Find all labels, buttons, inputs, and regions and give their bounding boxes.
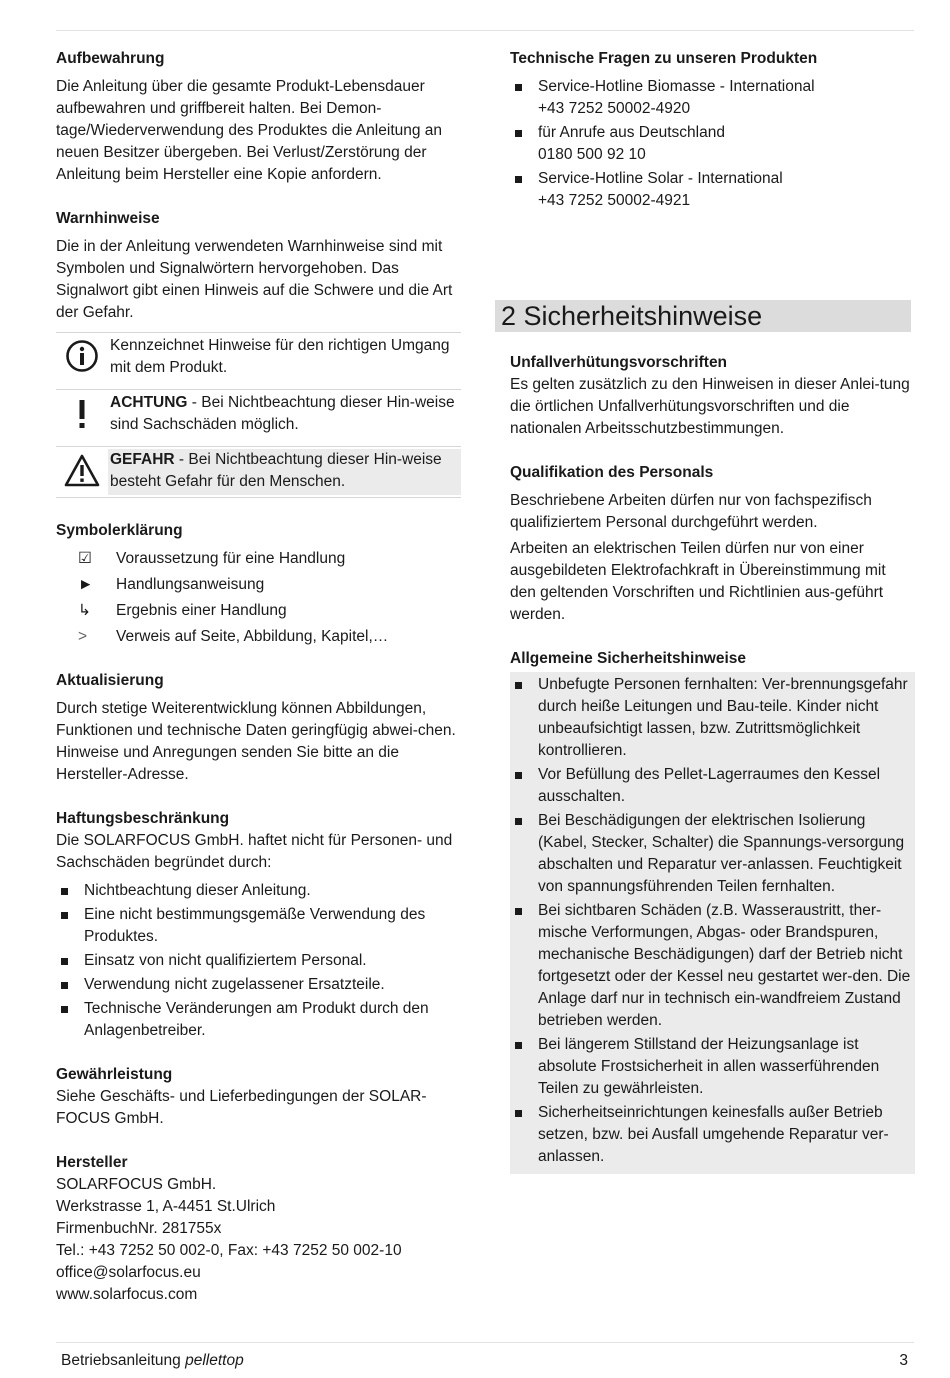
text-aktualisierung: Durch stetige Weiterentwicklung können Abbildungen, Funktionen und technische Daten geringfügig abwei-chen. Hinweise und Anregungen senden Sie bitte an die Hersteller-Adresse. — [56, 700, 456, 783]
warning-info-text: Kennzeichnet Hinweise für den richtigen Umgang mit dem Produkt. — [110, 337, 450, 376]
symbol-row — [56, 600, 461, 622]
hersteller-line: FirmenbuchNr. 281755x — [56, 1220, 222, 1237]
text-unfall: Es gelten zusätzlich zu den Hinweisen in dieser Anlei-tung die örtlichen Unfallverhütungsvorschriften und die nationalen Arbeitsschutzbestimmungen. — [510, 376, 910, 437]
heading-allgemein: Allgemeine Sicherheitshinweise — [510, 650, 747, 667]
hotline-list — [510, 76, 915, 212]
warning-achtung-text: - Bei Nichtbeachtung dieser Hin-weise sind Sachschäden möglich. — [110, 394, 455, 433]
list-item: Bei längerem Stillstand der Heizungsanlage ist absolute Frostsicherheit in allen wasserführenden Teilen zu gewährleisten. — [510, 1034, 915, 1100]
list-item: Einsatz von nicht qualifiziertem Personal. — [56, 950, 461, 972]
heading-gewaehrleistung: Gewährleistung — [56, 1066, 173, 1083]
hotline-label: Service-Hotline Biomasse - International — [538, 78, 815, 95]
warning-achtung-row — [56, 389, 461, 440]
heading-haftung: Haftungsbeschränkung — [56, 810, 230, 827]
hersteller-email: office@solarfocus.eu — [56, 1264, 201, 1281]
checkbox-icon: ☑ — [78, 550, 92, 567]
safety-notes-box — [510, 672, 915, 1174]
hotline-label: für Anrufe aus Deutschland — [538, 124, 725, 141]
heading-unfall: Unfallverhütungsvorschriften — [510, 354, 728, 371]
chapter-title: 2 Sicherheitshinweise — [495, 300, 911, 332]
list-item: Technische Veränderungen am Produkt durch den Anlagenbetreiber. — [56, 998, 461, 1042]
warning-achtung-label: ACHTUNG — [110, 394, 188, 411]
list-item: Vor Befüllung des Pellet-Lagerraumes den Kessel ausschalten. — [510, 764, 915, 808]
safety-list — [510, 674, 915, 1168]
heading-warnhinweise: Warnhinweise — [56, 210, 160, 227]
footer-product-name: pellettop — [185, 1352, 244, 1369]
symbol-text: Voraussetzung für eine Handlung — [116, 550, 346, 567]
heading-symbolerklaerung: Symbolerklärung — [56, 522, 183, 539]
warning-gefahr-text: - Bei Nichtbeachtung dieser Hin-weise besteht Gefahr für den Menschen. — [110, 451, 442, 490]
section-qualifikation — [510, 462, 915, 626]
heading-hersteller: Hersteller — [56, 1154, 128, 1171]
heading-aufbewahrung: Aufbewahrung — [56, 50, 165, 67]
text-qualifikation-2: Arbeiten an elektrischen Teilen dürfen nur von einer ausgebildeten Elektrofachkraft in Übereinstimmung mit den geltenden Vorschriften und Richtlinien aus-geführt werden. — [510, 540, 886, 623]
text-aufbewahrung: Die Anleitung über die gesamte Produkt-Lebensdauer aufbewahren und griffbereit halten. Bei Demon-tage/Wiederverwendung des Produktes die Anleitung an neuen Besitzer übergeben. Bei Verlust/Zerstörung der Anleitung beim Hersteller eine Kopie anfordern. — [56, 78, 443, 183]
text-warnhinweise: Die in der Anleitung verwendeten Warnhinweise sind mit Symbolen und Signalwörtern hervorgehoben. Das Signalwort gibt einen Hinweis auf die Schwere und die Art der Gefahr. — [56, 238, 453, 321]
section-gewaehrleistung — [56, 1064, 461, 1130]
heading-technische-fragen: Technische Fragen zu unseren Produkten — [510, 50, 818, 67]
symbol-row — [56, 574, 461, 596]
top-rule — [56, 30, 914, 31]
footer-rule — [56, 1342, 914, 1343]
symbol-text: Handlungsanweisung — [116, 576, 265, 593]
warning-gefahr-label: GEFAHR — [110, 451, 175, 468]
section-technische-fragen — [510, 48, 915, 212]
list-item: Nichtbeachtung dieser Anleitung. — [56, 880, 461, 902]
hersteller-line: SOLARFOCUS GmbH. — [56, 1176, 217, 1193]
info-icon — [65, 339, 99, 373]
hersteller-line: Tel.: +43 7252 50 002-0, Fax: +43 7252 50 002-10 — [56, 1242, 402, 1259]
list-item: Bei Beschädigungen der elektrischen Isolierung (Kabel, Stecker, Schalter) die Spannungs-versorgung abschalten und Reparatur ver-anlassen. Feuchtigkeit von spannungsführenden Teilen fernhalten. — [510, 810, 915, 898]
hersteller-website: www.solarfocus.com — [56, 1286, 198, 1303]
list-item: Verwendung nicht zugelassener Ersatzteile. — [56, 974, 461, 996]
list-item — [510, 76, 915, 120]
symbol-text: Ergebnis einer Handlung — [116, 602, 287, 619]
section-unfall — [510, 352, 915, 440]
hotline-number: +43 7252 50002-4921 — [538, 192, 691, 209]
section-haftung — [56, 808, 461, 1042]
arrow-right-icon: ► — [78, 576, 94, 593]
list-item: Sicherheitseinrichtungen keinesfalls außer Betrieb setzen, bzw. bei Ausfall umgehende Reparatur ver-anlassen. — [510, 1102, 915, 1168]
warning-gefahr-row — [56, 446, 461, 498]
symbol-text: Verweis auf Seite, Abbildung, Kapitel,… — [116, 628, 389, 645]
text-gewaehrleistung: Siehe Geschäfts- und Lieferbedingungen der SOLAR-FOCUS GmbH. — [56, 1088, 427, 1127]
text-haftung: Die SOLARFOCUS GmbH. haftet nicht für Personen- und Sachschäden begründet durch: — [56, 832, 453, 871]
exclamation-icon — [65, 396, 99, 432]
symbol-row — [56, 626, 461, 648]
hotline-label: Service-Hotline Solar - International — [538, 170, 783, 187]
section-allgemein — [510, 648, 915, 1174]
section-aktualisierung — [56, 670, 461, 786]
hersteller-line: Werkstrasse 1, A-4451 St.Ulrich — [56, 1198, 276, 1215]
warning-triangle-icon — [64, 453, 100, 489]
list-item: Eine nicht bestimmungsgemäße Verwendung des Produktes. — [56, 904, 461, 948]
list-item — [510, 122, 915, 166]
footer-doc-title — [61, 1352, 244, 1370]
section-symbolerklaerung — [56, 520, 461, 648]
footer-doc-label: Betriebsanleitung — [61, 1352, 186, 1369]
haftung-list — [56, 880, 461, 1042]
heading-aktualisierung: Aktualisierung — [56, 672, 164, 689]
text-qualifikation-1: Beschriebene Arbeiten dürfen nur von fachspezifisch qualifiziertem Personal durchgeführt werden. — [510, 492, 872, 531]
reference-chevron-icon: > — [78, 628, 88, 645]
symbol-row — [56, 548, 461, 570]
hotline-number: 0180 500 92 10 — [538, 146, 646, 163]
list-item: Unbefugte Personen fernhalten: Ver-brennungsgefahr durch heiße Leitungen und Bau-teile. Kinder nicht unbeaufsichtigt lassen, bzw. Zutrittsmöglichkeit kontrollieren. — [510, 674, 915, 762]
list-item: Bei sichtbaren Schäden (z.B. Wasseraustritt, ther-mische Verformungen, Abgas- oder Brandspuren, mechanische Beschädigungen) darf der Betrieb nicht fortgesetzt oder der Kessel neu gestartet wer-den. Die Anlage darf nur in technisch ein-wandfreiem Zustand betrieben werden. — [510, 900, 915, 1032]
left-column — [56, 48, 461, 1328]
result-arrow-icon: ↳ — [78, 602, 91, 619]
warning-info-row — [56, 332, 461, 383]
hotline-number: +43 7252 50002-4920 — [538, 100, 691, 117]
page-number: 3 — [899, 1352, 908, 1369]
right-column — [501, 48, 915, 1196]
section-warnhinweise — [56, 208, 461, 498]
section-hersteller — [56, 1152, 461, 1306]
section-aufbewahrung — [56, 48, 461, 186]
list-item — [510, 168, 915, 212]
heading-qualifikation: Qualifikation des Personals — [510, 464, 714, 481]
